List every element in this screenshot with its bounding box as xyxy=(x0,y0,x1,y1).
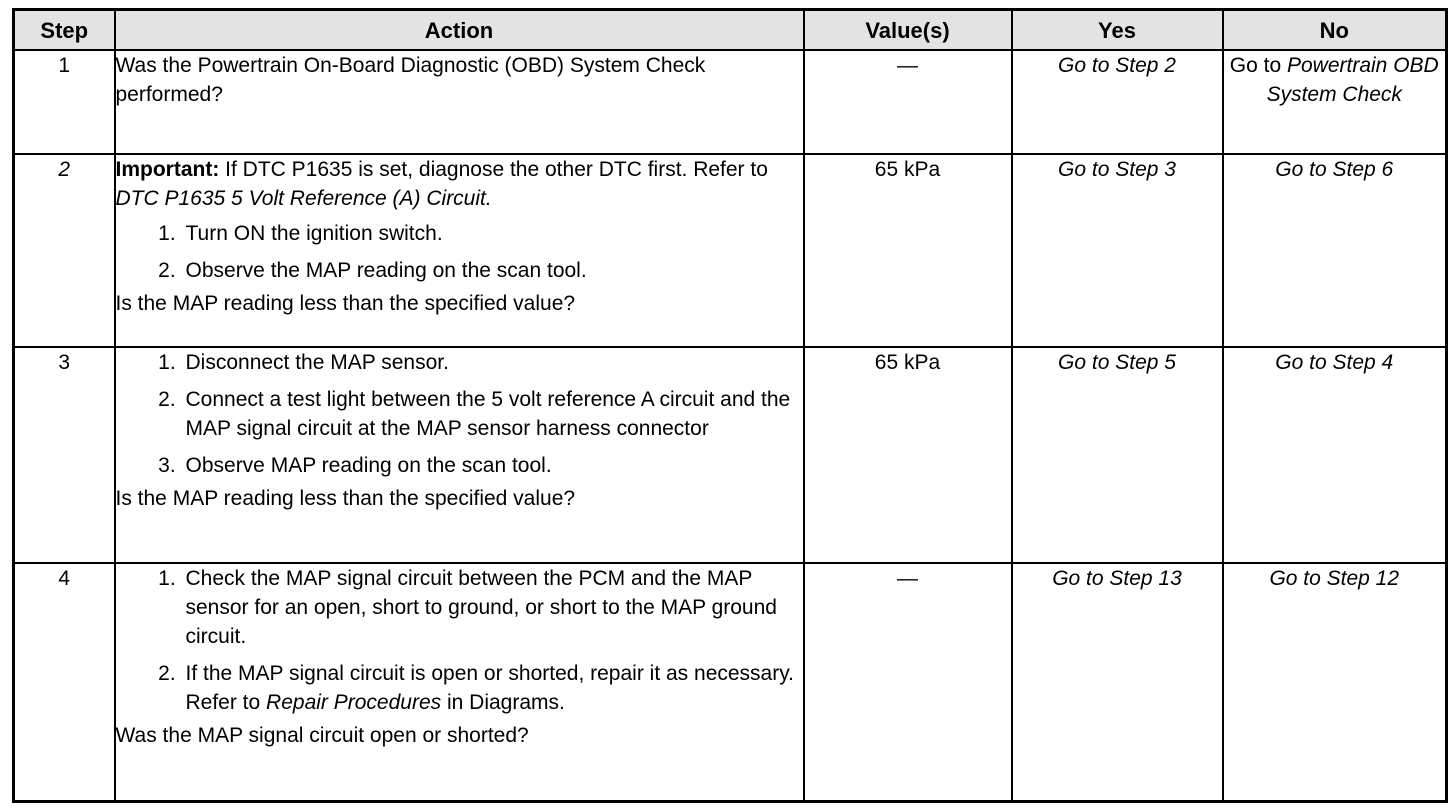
item-text: in Diagrams. xyxy=(441,691,565,714)
value-cell: — xyxy=(804,563,1012,801)
value-cell: 65 kPa xyxy=(804,154,1012,347)
important-note xyxy=(116,155,803,213)
yes-cell xyxy=(1012,154,1223,347)
header-step: Step xyxy=(14,10,115,51)
no-link[interactable]: Powertrain OBD System Check xyxy=(1266,54,1439,106)
table-row-step-4 xyxy=(14,563,1447,801)
no-link[interactable]: Go to Step 6 xyxy=(1275,158,1394,181)
header-row xyxy=(14,10,1447,51)
important-text: If DTC P1635 is set, diagnose the other DTC first. Refer to xyxy=(219,158,768,181)
important-label: Important: xyxy=(115,158,220,181)
action-cell xyxy=(115,563,804,801)
action-question: Was the MAP signal circuit open or shorted? xyxy=(115,724,529,747)
action-cell xyxy=(115,154,804,347)
no-cell xyxy=(1223,50,1447,154)
header-yes: Yes xyxy=(1012,10,1223,51)
table-row-step-2 xyxy=(14,154,1447,347)
yes-cell xyxy=(1012,50,1223,154)
important-ref-link[interactable]: DTC P1635 5 Volt Reference (A) Circuit. xyxy=(115,187,492,210)
action-steps xyxy=(116,564,803,717)
diagnostic-table xyxy=(12,8,1448,803)
no-cell xyxy=(1223,154,1447,347)
header-values: Value(s) xyxy=(804,10,1012,51)
step-number: 4 xyxy=(14,563,115,801)
action-step-item: 2. Connect a test light between the 5 volt reference A circuit and the MAP signal circuit at the MAP sensor harness connector xyxy=(182,385,803,443)
step-number: 1 xyxy=(14,50,115,154)
header-no: No xyxy=(1223,10,1447,51)
action-question: Was the Powertrain On-Board Diagnostic (OBD) System Check performed? xyxy=(115,54,706,106)
yes-cell xyxy=(1012,563,1223,801)
action-steps xyxy=(116,348,803,480)
yes-cell xyxy=(1012,347,1223,563)
action-step-item: 1. Disconnect the MAP sensor. xyxy=(182,348,803,377)
no-cell xyxy=(1223,347,1447,563)
no-prefix: Go to xyxy=(1229,54,1287,77)
no-cell xyxy=(1223,563,1447,801)
table-row-step-3 xyxy=(14,347,1447,563)
table-row-step-1 xyxy=(14,50,1447,154)
action-step-item: 1. Check the MAP signal circuit between the PCM and the MAP sensor for an open, short to ground, or short to the MAP ground circuit. xyxy=(182,564,803,651)
action-question: Is the MAP reading less than the specified value? xyxy=(115,292,576,315)
action-question: Is the MAP reading less than the specified value? xyxy=(115,487,576,510)
yes-link[interactable]: Go to Step 3 xyxy=(1058,158,1176,181)
yes-link[interactable]: Go to Step 2 xyxy=(1058,54,1176,77)
action-cell xyxy=(115,347,804,563)
value-cell: 65 kPa xyxy=(804,347,1012,563)
action-cell xyxy=(115,50,804,154)
action-steps xyxy=(116,219,803,285)
step-number: 2 xyxy=(14,154,115,347)
no-link[interactable]: Go to Step 12 xyxy=(1269,567,1400,590)
yes-link[interactable]: Go to Step 5 xyxy=(1058,351,1176,374)
action-step-item xyxy=(182,659,803,717)
repair-procedures-link[interactable]: Repair Procedures xyxy=(266,691,442,714)
step-number: 3 xyxy=(14,347,115,563)
action-step-item: 1. Turn ON the ignition switch. xyxy=(182,219,803,248)
action-step-item: 3. Observe MAP reading on the scan tool. xyxy=(182,451,803,480)
action-step-item: 2. Observe the MAP reading on the scan tool. xyxy=(182,256,803,285)
no-link[interactable]: Go to Step 4 xyxy=(1275,351,1394,374)
header-action: Action xyxy=(115,10,804,51)
item-text: If the MAP signal circuit is open or shorted, repair it as necessary. Refer to xyxy=(185,662,794,714)
value-cell: — xyxy=(804,50,1012,154)
yes-link[interactable]: Go to Step 13 xyxy=(1052,567,1182,590)
